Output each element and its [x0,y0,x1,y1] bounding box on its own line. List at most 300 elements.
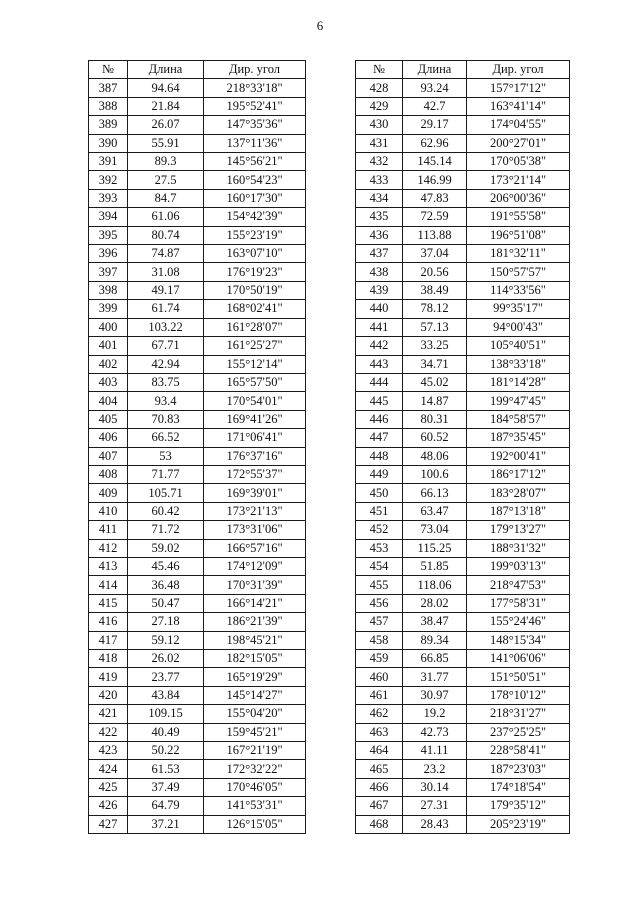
table-row [89,557,306,575]
cell-number: 458 [356,631,403,649]
cell-direction-angle: 155°23'19" [204,226,306,244]
cell-length: 34.71 [403,355,467,373]
cell-length: 28.43 [403,815,467,833]
cell-number: 428 [356,79,403,97]
cell-direction-angle: 182°15'05" [204,650,306,668]
table-row [89,594,306,612]
cell-length: 51.85 [403,557,467,575]
cell-length: 100.6 [403,465,467,483]
cell-direction-angle: 168°02'41" [204,300,306,318]
cell-direction-angle: 179°35'12" [467,797,570,815]
cell-direction-angle: 228°58'41" [467,742,570,760]
cell-direction-angle: 184°58'57" [467,410,570,428]
table-row [356,650,570,668]
cell-direction-angle: 161°25'27" [204,337,306,355]
cell-number: 463 [356,723,403,741]
cell-length: 61.53 [128,760,204,778]
cell-number: 388 [89,97,128,115]
table-row [89,705,306,723]
cell-direction-angle: 163°07'10" [204,245,306,263]
table-row [89,226,306,244]
cell-number: 416 [89,613,128,631]
cell-direction-angle: 166°57'16" [204,539,306,557]
table-row [89,447,306,465]
table-row [356,760,570,778]
cell-length: 48.06 [403,447,467,465]
cell-number: 423 [89,742,128,760]
cell-direction-angle: 173°21'14" [467,171,570,189]
cell-number: 404 [89,392,128,410]
cell-direction-angle: 171°06'41" [204,429,306,447]
cell-length: 47.83 [403,189,467,207]
table-row [356,668,570,686]
header-length: Длина [403,61,467,79]
cell-number: 398 [89,281,128,299]
cell-number: 452 [356,521,403,539]
cell-length: 94.64 [128,79,204,97]
cell-direction-angle: 196°51'08" [467,226,570,244]
cell-length: 62.96 [403,134,467,152]
table-row [89,189,306,207]
cell-length: 21.84 [128,97,204,115]
cell-number: 403 [89,373,128,391]
cell-length: 42.94 [128,355,204,373]
table-row [89,373,306,391]
cell-length: 93.24 [403,79,467,97]
cell-direction-angle: 187°35'45" [467,429,570,447]
table-row [89,171,306,189]
cell-length: 42.73 [403,723,467,741]
cell-direction-angle: 145°56'21" [204,153,306,171]
cell-number: 394 [89,208,128,226]
cell-length: 74.87 [128,245,204,263]
cell-number: 424 [89,760,128,778]
cell-direction-angle: 173°21'13" [204,502,306,520]
cell-number: 448 [356,447,403,465]
table-row [89,245,306,263]
cell-number: 432 [356,153,403,171]
cell-number: 400 [89,318,128,336]
cell-length: 71.77 [128,465,204,483]
cell-number: 441 [356,318,403,336]
cell-length: 109.15 [128,705,204,723]
cell-number: 396 [89,245,128,263]
cell-number: 415 [89,594,128,612]
table-row [89,153,306,171]
cell-number: 454 [356,557,403,575]
cell-length: 29.17 [403,116,467,134]
cell-length: 73.04 [403,521,467,539]
table-row [89,686,306,704]
cell-number: 461 [356,686,403,704]
cell-length: 41.11 [403,742,467,760]
cell-number: 466 [356,778,403,796]
cell-length: 45.46 [128,557,204,575]
cell-length: 49.17 [128,281,204,299]
table-row [89,392,306,410]
cell-direction-angle: 218°47'53" [467,576,570,594]
cell-number: 387 [89,79,128,97]
cell-number: 444 [356,373,403,391]
header-direction-angle: Дир. угол [467,61,570,79]
cell-direction-angle: 177°58'31" [467,594,570,612]
cell-direction-angle: 145°14'27" [204,686,306,704]
cell-direction-angle: 178°10'12" [467,686,570,704]
cell-number: 440 [356,300,403,318]
cell-number: 443 [356,355,403,373]
cell-number: 447 [356,429,403,447]
cell-length: 118.06 [403,576,467,594]
cell-length: 40.49 [128,723,204,741]
table-row [356,447,570,465]
cell-length: 78.12 [403,300,467,318]
cell-direction-angle: 126°15'05" [204,815,306,833]
table-row [356,392,570,410]
table-row [356,723,570,741]
cell-direction-angle: 195°52'41" [204,97,306,115]
cell-direction-angle: 151°50'51" [467,668,570,686]
cell-length: 59.02 [128,539,204,557]
cell-number: 417 [89,631,128,649]
cell-length: 20.56 [403,263,467,281]
table-row [356,613,570,631]
cell-number: 467 [356,797,403,815]
cell-number: 389 [89,116,128,134]
table-row [356,337,570,355]
cell-number: 395 [89,226,128,244]
cell-number: 418 [89,650,128,668]
cell-direction-angle: 237°25'25" [467,723,570,741]
table-row [89,208,306,226]
header-direction-angle: Дир. угол [204,61,306,79]
cell-number: 427 [89,815,128,833]
cell-length: 83.75 [128,373,204,391]
cell-number: 390 [89,134,128,152]
table-row [356,134,570,152]
cell-direction-angle: 169°41'26" [204,410,306,428]
header-number: № [356,61,403,79]
cell-direction-angle: 172°32'22" [204,760,306,778]
cell-number: 455 [356,576,403,594]
cell-direction-angle: 174°18'54" [467,778,570,796]
table-row [356,208,570,226]
cell-number: 435 [356,208,403,226]
table-row [356,373,570,391]
cell-length: 26.07 [128,116,204,134]
cell-direction-angle: 173°31'06" [204,521,306,539]
cell-length: 27.31 [403,797,467,815]
cell-number: 445 [356,392,403,410]
cell-direction-angle: 99°35'17" [467,300,570,318]
cell-length: 66.85 [403,650,467,668]
cell-length: 31.08 [128,263,204,281]
cell-number: 456 [356,594,403,612]
cell-direction-angle: 114°33'56" [467,281,570,299]
table-row [89,355,306,373]
segment-table-right [355,60,570,834]
cell-direction-angle: 150°57'57" [467,263,570,281]
cell-length: 42.7 [403,97,467,115]
cell-number: 410 [89,502,128,520]
cell-length: 37.04 [403,245,467,263]
table-row [89,429,306,447]
cell-direction-angle: 205°23'19" [467,815,570,833]
cell-direction-angle: 138°33'18" [467,355,570,373]
cell-direction-angle: 199°47'45" [467,392,570,410]
table-row [89,484,306,502]
cell-number: 446 [356,410,403,428]
header-length: Длина [128,61,204,79]
table-row [356,153,570,171]
cell-number: 464 [356,742,403,760]
table-row [356,484,570,502]
cell-number: 412 [89,539,128,557]
cell-length: 31.77 [403,668,467,686]
cell-direction-angle: 163°41'14" [467,97,570,115]
cell-direction-angle: 160°54'23" [204,171,306,189]
cell-length: 36.48 [128,576,204,594]
cell-number: 438 [356,263,403,281]
cell-direction-angle: 157°17'12" [467,79,570,97]
cell-length: 67.71 [128,337,204,355]
cell-number: 429 [356,97,403,115]
cell-number: 449 [356,465,403,483]
table-header-row [356,61,570,79]
cell-number: 419 [89,668,128,686]
table-row [89,668,306,686]
cell-number: 411 [89,521,128,539]
table-row [356,245,570,263]
cell-length: 33.25 [403,337,467,355]
cell-direction-angle: 183°28'07" [467,484,570,502]
cell-number: 465 [356,760,403,778]
cell-length: 30.97 [403,686,467,704]
cell-direction-angle: 155°04'20" [204,705,306,723]
cell-number: 450 [356,484,403,502]
cell-direction-angle: 165°19'29" [204,668,306,686]
cell-length: 113.88 [403,226,467,244]
cell-length: 37.21 [128,815,204,833]
table-row [356,116,570,134]
cell-direction-angle: 170°31'39" [204,576,306,594]
table-row [356,465,570,483]
cell-number: 437 [356,245,403,263]
cell-number: 436 [356,226,403,244]
cell-direction-angle: 176°19'23" [204,263,306,281]
cell-length: 72.59 [403,208,467,226]
table-row [356,355,570,373]
table-row [356,226,570,244]
cell-direction-angle: 161°28'07" [204,318,306,336]
table-row [356,631,570,649]
table-row [89,723,306,741]
cell-number: 425 [89,778,128,796]
cell-length: 115.25 [403,539,467,557]
cell-length: 19.2 [403,705,467,723]
cell-number: 392 [89,171,128,189]
cell-direction-angle: 170°46'05" [204,778,306,796]
table-header-row [89,61,306,79]
cell-length: 80.74 [128,226,204,244]
cell-number: 442 [356,337,403,355]
cell-number: 405 [89,410,128,428]
table-row [89,318,306,336]
cell-number: 430 [356,116,403,134]
cell-number: 451 [356,502,403,520]
cell-direction-angle: 191°55'58" [467,208,570,226]
cell-direction-angle: 94°00'43" [467,318,570,336]
cell-length: 45.02 [403,373,467,391]
cell-number: 433 [356,171,403,189]
cell-number: 421 [89,705,128,723]
cell-number: 460 [356,668,403,686]
table-row [89,613,306,631]
table-row [356,576,570,594]
cell-length: 60.52 [403,429,467,447]
cell-length: 93.4 [128,392,204,410]
table-row [89,576,306,594]
cell-direction-angle: 218°31'27" [467,705,570,723]
cell-direction-angle: 198°45'21" [204,631,306,649]
cell-length: 50.47 [128,594,204,612]
cell-length: 26.02 [128,650,204,668]
cell-length: 23.2 [403,760,467,778]
cell-direction-angle: 167°21'19" [204,742,306,760]
cell-length: 38.49 [403,281,467,299]
table-row [356,539,570,557]
cell-number: 413 [89,557,128,575]
cell-number: 399 [89,300,128,318]
cell-length: 28.02 [403,594,467,612]
cell-direction-angle: 181°32'11" [467,245,570,263]
cell-length: 146.99 [403,171,467,189]
cell-length: 84.7 [128,189,204,207]
cell-length: 23.77 [128,668,204,686]
cell-length: 66.52 [128,429,204,447]
cell-number: 434 [356,189,403,207]
table-row [89,650,306,668]
table-row [356,815,570,833]
table-row [356,171,570,189]
cell-number: 406 [89,429,128,447]
table-row [89,815,306,833]
cell-length: 70.83 [128,410,204,428]
table-row [89,134,306,152]
cell-length: 30.14 [403,778,467,796]
cell-length: 103.22 [128,318,204,336]
table-row [89,281,306,299]
page-number: 6 [316,18,324,33]
cell-length: 66.13 [403,484,467,502]
cell-length: 59.12 [128,631,204,649]
cell-number: 431 [356,134,403,152]
cell-number: 401 [89,337,128,355]
table-row [356,263,570,281]
table-row [356,79,570,97]
cell-direction-angle: 174°12'09" [204,557,306,575]
cell-direction-angle: 170°50'19" [204,281,306,299]
table-row [356,705,570,723]
cell-number: 407 [89,447,128,465]
table-row [356,429,570,447]
table-row [89,97,306,115]
cell-number: 426 [89,797,128,815]
cell-length: 27.5 [128,171,204,189]
cell-number: 453 [356,539,403,557]
cell-number: 462 [356,705,403,723]
cell-direction-angle: 174°04'55" [467,116,570,134]
cell-length: 50.22 [128,742,204,760]
cell-length: 57.13 [403,318,467,336]
cell-number: 459 [356,650,403,668]
cell-number: 391 [89,153,128,171]
cell-length: 38.47 [403,613,467,631]
cell-direction-angle: 199°03'13" [467,557,570,575]
cell-length: 61.06 [128,208,204,226]
cell-length: 64.79 [128,797,204,815]
cell-direction-angle: 155°12'14" [204,355,306,373]
table-body-right [356,79,570,834]
cell-direction-angle: 192°00'41" [467,447,570,465]
cell-direction-angle: 148°15'34" [467,631,570,649]
table-row [89,410,306,428]
cell-direction-angle: 218°33'18" [204,79,306,97]
table-row [89,742,306,760]
table-row [89,79,306,97]
cell-length: 37.49 [128,778,204,796]
table-row [356,742,570,760]
cell-number: 468 [356,815,403,833]
table-row [356,594,570,612]
cell-number: 409 [89,484,128,502]
cell-direction-angle: 186°21'39" [204,613,306,631]
table-row [356,97,570,115]
cell-number: 397 [89,263,128,281]
cell-direction-angle: 159°45'21" [204,723,306,741]
cell-length: 27.18 [128,613,204,631]
cell-number: 457 [356,613,403,631]
cell-length: 60.42 [128,502,204,520]
cell-length: 89.34 [403,631,467,649]
cell-direction-angle: 187°23'03" [467,760,570,778]
cell-length: 43.84 [128,686,204,704]
table-row [89,502,306,520]
cell-length: 71.72 [128,521,204,539]
cell-direction-angle: 141°53'31" [204,797,306,815]
table-row [356,778,570,796]
cell-direction-angle: 160°17'30" [204,189,306,207]
cell-direction-angle: 179°13'27" [467,521,570,539]
table-row [89,631,306,649]
cell-direction-angle: 137°11'36" [204,134,306,152]
cell-length: 145.14 [403,153,467,171]
cell-direction-angle: 181°14'28" [467,373,570,391]
cell-direction-angle: 170°54'01" [204,392,306,410]
cell-number: 439 [356,281,403,299]
cell-length: 105.71 [128,484,204,502]
table-row [356,410,570,428]
cell-direction-angle: 141°06'06" [467,650,570,668]
cell-length: 53 [128,447,204,465]
cell-length: 89.3 [128,153,204,171]
cell-direction-angle: 166°14'21" [204,594,306,612]
cell-direction-angle: 188°31'32" [467,539,570,557]
segment-table-left [88,60,306,834]
table-row [356,281,570,299]
table-row [89,465,306,483]
cell-length: 61.74 [128,300,204,318]
table-body-left [89,79,306,834]
